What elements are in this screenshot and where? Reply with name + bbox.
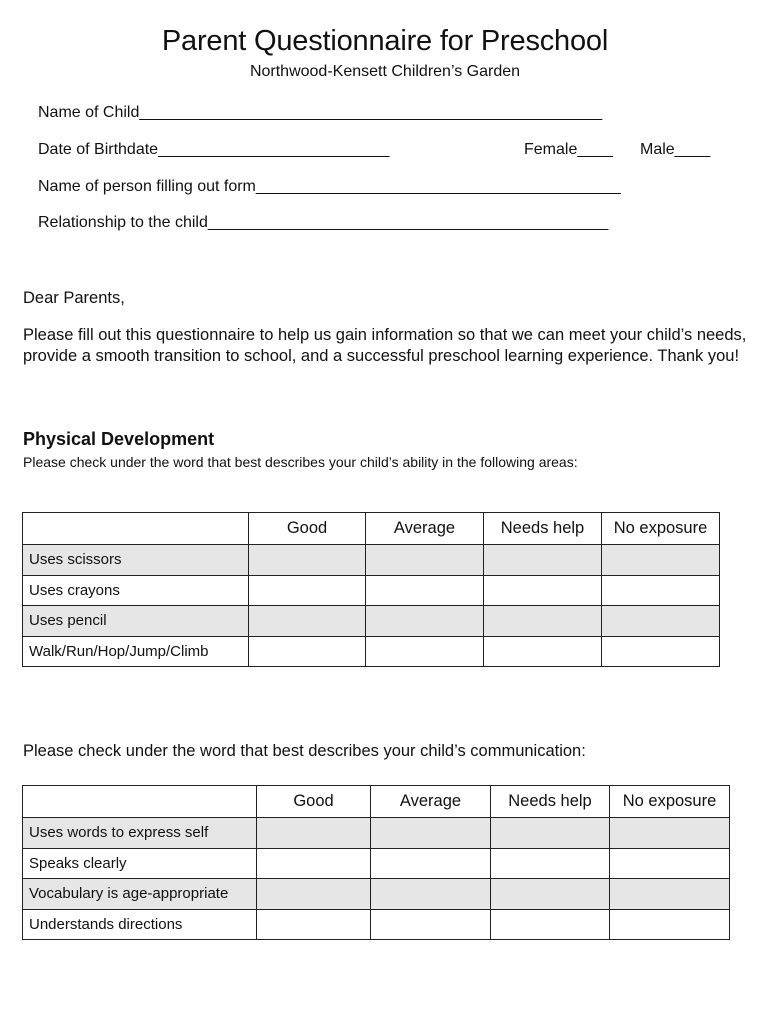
letter-body: Please fill out this questionnaire to help us gain information so that we can meet your child’s needs, provide a smooth transition to school, and a successful preschool learning experience. Thank you! (23, 326, 747, 365)
column-header-no-exposure: No exposure (602, 513, 720, 545)
row-label: Uses words to express self (23, 818, 257, 849)
check-cell-average[interactable] (371, 818, 491, 849)
check-cell-needs-help[interactable] (491, 909, 610, 940)
check-cell-good[interactable] (249, 636, 366, 667)
check-cell-no-exposure[interactable] (602, 575, 720, 606)
table-row (23, 636, 720, 667)
table-header-row (23, 513, 720, 545)
female-field[interactable]: Female____ (524, 141, 613, 158)
row-label: Walk/Run/Hop/Jump/Climb (23, 636, 249, 667)
check-cell-no-exposure[interactable] (610, 909, 730, 940)
check-cell-average[interactable] (366, 545, 484, 576)
physical-development-table (22, 512, 720, 667)
check-cell-needs-help[interactable] (484, 545, 602, 576)
school-name: Northwood-Kensett Children’s Garden (249, 63, 521, 80)
table-row (23, 545, 720, 576)
check-cell-good[interactable] (257, 909, 371, 940)
table-row (23, 575, 720, 606)
column-header-good: Good (257, 786, 371, 818)
check-cell-no-exposure[interactable] (610, 879, 730, 910)
check-cell-good[interactable] (257, 848, 371, 879)
check-cell-needs-help[interactable] (491, 848, 610, 879)
column-header-average: Average (366, 513, 484, 545)
row-label: Uses pencil (23, 606, 249, 637)
column-header-needs-help: Needs help (484, 513, 602, 545)
check-cell-average[interactable] (371, 848, 491, 879)
check-cell-no-exposure[interactable] (610, 818, 730, 849)
physical-development-heading: Physical Development (23, 429, 215, 449)
physical-instruction: Please check under the word that best describes your child’s ability in the following areas: (23, 454, 578, 470)
check-cell-needs-help[interactable] (491, 879, 610, 910)
table-header-blank (23, 513, 249, 545)
check-cell-average[interactable] (366, 636, 484, 667)
table-row (23, 879, 730, 910)
communication-table (22, 785, 730, 940)
check-cell-needs-help[interactable] (484, 575, 602, 606)
check-cell-no-exposure[interactable] (602, 545, 720, 576)
check-cell-average[interactable] (366, 575, 484, 606)
relationship-field[interactable]: Relationship to the child_____________________________________________ (38, 214, 609, 231)
check-cell-no-exposure[interactable] (602, 636, 720, 667)
check-cell-average[interactable] (371, 909, 491, 940)
column-header-needs-help: Needs help (491, 786, 610, 818)
check-cell-no-exposure[interactable] (610, 848, 730, 879)
column-header-good: Good (249, 513, 366, 545)
check-cell-average[interactable] (371, 879, 491, 910)
name-of-child-field[interactable]: Name of Child____________________________________________________ (38, 104, 603, 121)
check-cell-good[interactable] (249, 545, 366, 576)
row-label: Uses crayons (23, 575, 249, 606)
table-row (23, 818, 730, 849)
check-cell-needs-help[interactable] (491, 818, 610, 849)
column-header-no-exposure: No exposure (610, 786, 730, 818)
letter-greeting: Dear Parents, (23, 289, 125, 307)
page-title: Parent Questionnaire for Preschool (161, 25, 609, 57)
check-cell-needs-help[interactable] (484, 636, 602, 667)
row-label: Vocabulary is age-appropriate (23, 879, 257, 910)
check-cell-needs-help[interactable] (484, 606, 602, 637)
column-header-average: Average (371, 786, 491, 818)
row-label: Uses scissors (23, 545, 249, 576)
check-cell-average[interactable] (366, 606, 484, 637)
person-filling-field[interactable]: Name of person filling out form_________________________________________ (38, 178, 621, 195)
check-cell-good[interactable] (249, 606, 366, 637)
row-label: Understands directions (23, 909, 257, 940)
check-cell-good[interactable] (249, 575, 366, 606)
table-row (23, 606, 720, 637)
communication-instruction: Please check under the word that best describes your child’s communication: (23, 742, 586, 760)
table-header-blank (23, 786, 257, 818)
row-label: Speaks clearly (23, 848, 257, 879)
table-row (23, 909, 730, 940)
date-of-birth-field[interactable]: Date of Birthdate__________________________ (38, 141, 390, 158)
check-cell-good[interactable] (257, 818, 371, 849)
male-field[interactable]: Male____ (640, 141, 711, 158)
check-cell-good[interactable] (257, 879, 371, 910)
table-header-row (23, 786, 730, 818)
check-cell-no-exposure[interactable] (602, 606, 720, 637)
table-row (23, 848, 730, 879)
